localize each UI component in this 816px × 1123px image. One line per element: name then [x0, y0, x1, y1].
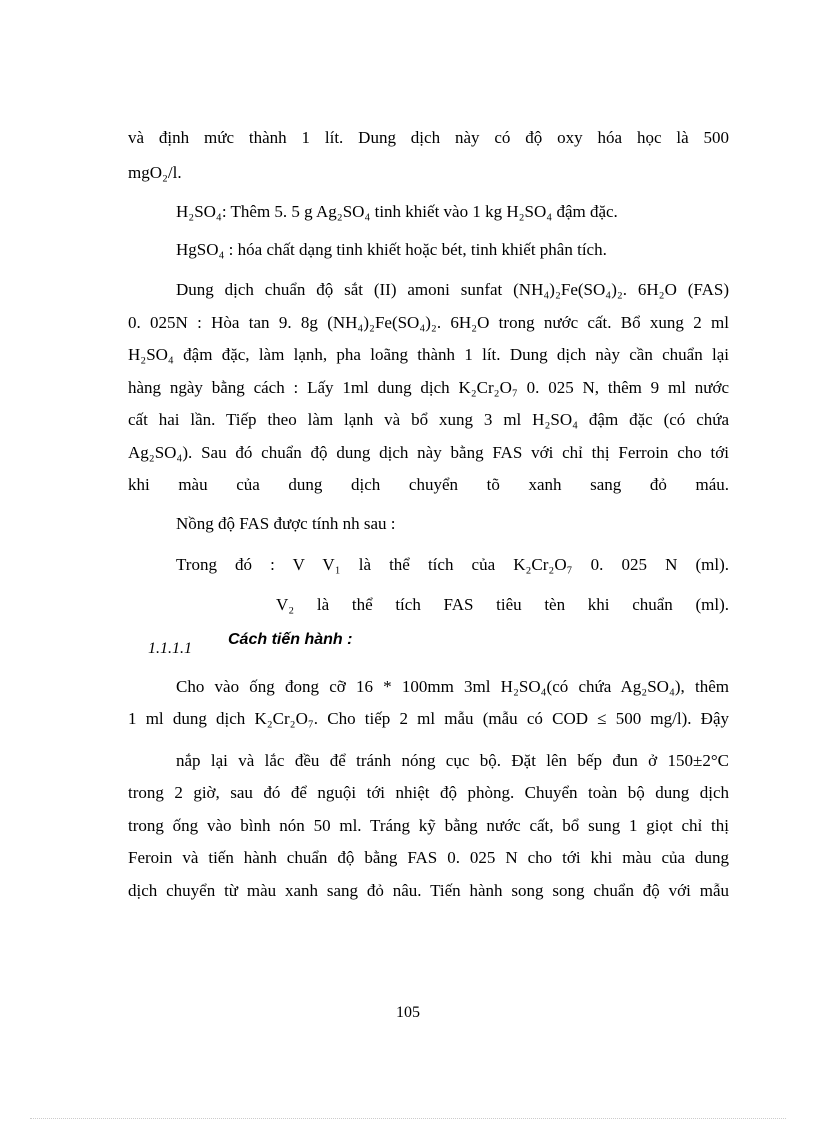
text-line: H₂SO₄ đậm đặc, làm lạnh, pha loãng thành 1 lít. Dung dịch này cần chuẩn lại [128, 345, 729, 364]
page-number: 105 [396, 1004, 420, 1021]
text-line: H₂SO₄: Thêm 5. 5 g Ag₂SO₄ tinh khiết vào 1 kg H₂SO₄ đậm đặc. [176, 202, 618, 221]
text-line: Ag₂SO₄). Sau đó chuẩn độ dung dịch này bằng FAS với chỉ thị Ferroin cho tới [128, 443, 729, 462]
section-number: 1.1.1.1 [148, 640, 192, 657]
text-line: khi màu của dung dịch chuyển tõ xanh sang đỏ máu. [128, 475, 729, 494]
text-line: Dung dịch chuẩn độ sắt (II) amoni sunfat (NH₄)₂Fe(SO₄)₂. 6H₂O (FAS) [176, 280, 729, 299]
text-line: Cho vào ống đong cỡ 16 * 100mm 3ml H₂SO₄(có chứa Ag₂SO₄), thêm [176, 677, 729, 696]
text-line: HgSO₄ : hóa chất dạng tinh khiết hoặc bét, tinh khiết phân tích. [176, 240, 607, 259]
text-line: 0. 025N : Hòa tan 9. 8g (NH₄)₂Fe(SO₄)₂. 6H₂O trong nước cất. Bổ xung 2 ml [128, 313, 729, 332]
text-line: Feroin và tiến hành chuẩn độ bằng FAS 0. 025 N cho tới khi màu của dung [128, 848, 729, 867]
text-line: 1 ml dung dịch K₂Cr₂O₇. Cho tiếp 2 ml mẫu (mẫu có COD ≤ 500 mg/l). Đậy [128, 709, 729, 728]
text-line: Nồng độ FAS được tính nh sau : [176, 514, 396, 533]
text-line: dịch chuyển từ màu xanh sang đỏ nâu. Tiến hành song song chuẩn độ với mẫu [128, 881, 729, 900]
text-line: mgO₂/l. [128, 163, 182, 182]
text-line: cất hai lần. Tiếp theo làm lạnh và bổ xung 3 ml H₂SO₄ đậm đặc (có chứa [128, 410, 729, 429]
text-line: nắp lại và lắc đều để tránh nóng cục bộ. Đặt lên bếp đun ở 150±2°C [176, 751, 729, 770]
text-line: Trong đó : V V₁ là thể tích của K₂Cr₂O₇ 0. 025 N (ml). [176, 555, 729, 574]
text-line: V₂ là thể tích FAS tiêu tèn khi chuẩn (ml). [276, 595, 729, 614]
text-line: trong 2 giờ, sau đó để nguội tới nhiệt độ phòng. Chuyển toàn bộ dung dịch [128, 783, 729, 802]
page-divider [30, 1118, 786, 1119]
section-title: Cách tiến hành : [228, 631, 353, 648]
text-line: và định mức thành 1 lít. Dung dịch này có độ oxy hóa học là 500 [128, 128, 729, 147]
text-line: trong ống vào bình nón 50 ml. Tráng kỹ bằng nước cất, bổ sung 1 giọt chỉ thị [128, 816, 729, 835]
text-line: hàng ngày bằng cách : Lấy 1ml dung dịch K₂Cr₂O₇ 0. 025 N, thêm 9 ml nước [128, 378, 729, 397]
